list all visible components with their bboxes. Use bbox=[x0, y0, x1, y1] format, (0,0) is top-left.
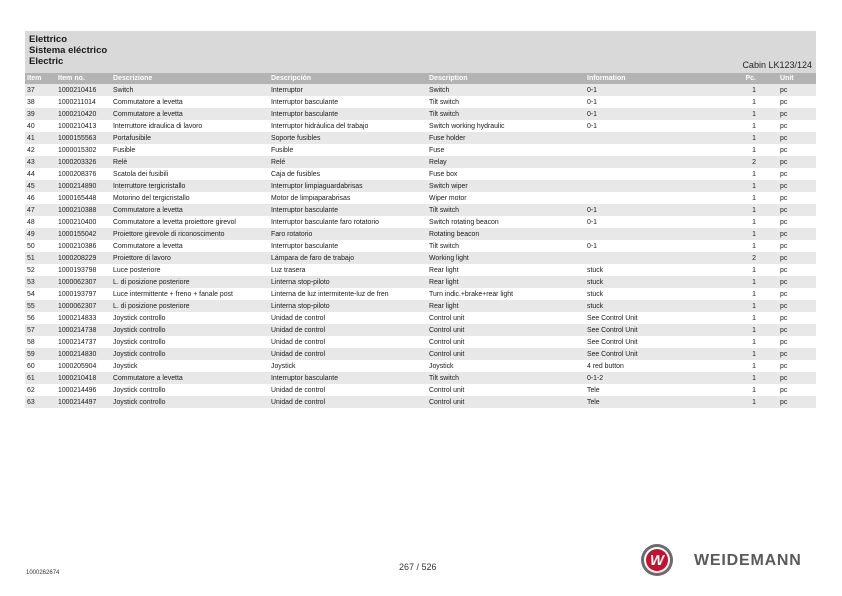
title-italian: Elettrico bbox=[29, 34, 68, 45]
title-english: Electric bbox=[29, 56, 64, 67]
item-cell: 62 bbox=[25, 384, 56, 396]
parts-table bbox=[25, 73, 816, 408]
information-cell: See Control Unit bbox=[585, 312, 735, 324]
description-cell: Switch working hydraulic bbox=[427, 120, 585, 132]
unit-cell: pc bbox=[778, 108, 816, 120]
description-cell: Control unit bbox=[427, 396, 585, 408]
information-cell: stuck bbox=[585, 264, 735, 276]
table-row bbox=[25, 120, 816, 132]
pc-cell: 1 bbox=[735, 216, 778, 228]
description-cell: Tilt switch bbox=[427, 96, 585, 108]
information-cell: stuck bbox=[585, 276, 735, 288]
description-cell: Turn indic.+brake+rear light bbox=[427, 288, 585, 300]
table-row bbox=[25, 384, 816, 396]
unit-cell: pc bbox=[778, 144, 816, 156]
unit-cell: pc bbox=[778, 204, 816, 216]
information-cell bbox=[585, 132, 735, 144]
descrizione-cell: Joystick controllo bbox=[111, 348, 269, 360]
descripcion-cell: Faro rotatorio bbox=[269, 228, 427, 240]
information-cell bbox=[585, 168, 735, 180]
information-cell: stuck bbox=[585, 288, 735, 300]
descripcion-cell: Interruptor basculante bbox=[269, 108, 427, 120]
pc-cell: 1 bbox=[735, 132, 778, 144]
unit-cell: pc bbox=[778, 216, 816, 228]
pc-cell: 1 bbox=[735, 288, 778, 300]
descripcion-cell: Interruptor bbox=[269, 84, 427, 96]
item-no-cell: 1000214890 bbox=[56, 180, 111, 192]
item-cell: 44 bbox=[25, 168, 56, 180]
descripcion-cell: Unidad de control bbox=[269, 384, 427, 396]
item-no-cell: 1000214830 bbox=[56, 348, 111, 360]
item-cell: 47 bbox=[25, 204, 56, 216]
table-row bbox=[25, 276, 816, 288]
item-no-cell: 1000205904 bbox=[56, 360, 111, 372]
pc-cell: 1 bbox=[735, 168, 778, 180]
descrizione-cell: Proiettore girevole di riconoscimento bbox=[111, 228, 269, 240]
information-cell: 4 red button bbox=[585, 360, 735, 372]
item-no-cell: 1000211014 bbox=[56, 96, 111, 108]
col-header-descripcion: Descripción bbox=[269, 73, 427, 84]
descrizione-cell: L. di posizione posteriore bbox=[111, 276, 269, 288]
descripcion-cell: Interruptor basculante bbox=[269, 372, 427, 384]
item-cell: 48 bbox=[25, 216, 56, 228]
information-cell bbox=[585, 180, 735, 192]
information-cell: 0-1 bbox=[585, 216, 735, 228]
descripcion-cell: Soporte fusibles bbox=[269, 132, 427, 144]
pc-cell: 1 bbox=[735, 276, 778, 288]
information-cell: 0-1 bbox=[585, 96, 735, 108]
descripcion-cell: Interruptor basculante bbox=[269, 240, 427, 252]
unit-cell: pc bbox=[778, 348, 816, 360]
unit-cell: pc bbox=[778, 120, 816, 132]
descrizione-cell: Fusible bbox=[111, 144, 269, 156]
description-cell: Tilt switch bbox=[427, 372, 585, 384]
descripcion-cell: Relé bbox=[269, 156, 427, 168]
item-no-cell: 1000155563 bbox=[56, 132, 111, 144]
col-header-item-no: Item no. bbox=[56, 73, 111, 84]
descrizione-cell: Proiettore di lavoro bbox=[111, 252, 269, 264]
descripcion-cell: Fusible bbox=[269, 144, 427, 156]
pc-cell: 2 bbox=[735, 156, 778, 168]
table-row bbox=[25, 252, 816, 264]
descrizione-cell: Switch bbox=[111, 84, 269, 96]
information-cell: 0-1 bbox=[585, 204, 735, 216]
descripcion-cell: Linterna de luz intermitente-luz de fren bbox=[269, 288, 427, 300]
unit-cell: pc bbox=[778, 396, 816, 408]
unit-cell: pc bbox=[778, 336, 816, 348]
item-cell: 42 bbox=[25, 144, 56, 156]
item-cell: 55 bbox=[25, 300, 56, 312]
item-cell: 45 bbox=[25, 180, 56, 192]
item-cell: 39 bbox=[25, 108, 56, 120]
descripcion-cell: Linterna stop-piloto bbox=[269, 276, 427, 288]
information-cell: 0-1 bbox=[585, 84, 735, 96]
pc-cell: 1 bbox=[735, 96, 778, 108]
descrizione-cell: Commutatore a levetta bbox=[111, 240, 269, 252]
item-no-cell: 1000015302 bbox=[56, 144, 111, 156]
descripcion-cell: Linterna stop-piloto bbox=[269, 300, 427, 312]
item-no-cell: 1000062307 bbox=[56, 276, 111, 288]
description-cell: Control unit bbox=[427, 384, 585, 396]
description-cell: Tilt switch bbox=[427, 240, 585, 252]
description-cell: Rear light bbox=[427, 300, 585, 312]
item-no-cell: 1000208376 bbox=[56, 168, 111, 180]
table-row bbox=[25, 192, 816, 204]
description-cell: Tilt switch bbox=[427, 204, 585, 216]
descripcion-cell: Interruptor basculante faro rotatorio bbox=[269, 216, 427, 228]
item-cell: 61 bbox=[25, 372, 56, 384]
information-cell: Tele bbox=[585, 384, 735, 396]
item-cell: 59 bbox=[25, 348, 56, 360]
pc-cell: 1 bbox=[735, 240, 778, 252]
pc-cell: 1 bbox=[735, 108, 778, 120]
item-cell: 49 bbox=[25, 228, 56, 240]
description-cell: Control unit bbox=[427, 312, 585, 324]
item-cell: 60 bbox=[25, 360, 56, 372]
item-cell: 41 bbox=[25, 132, 56, 144]
table-row bbox=[25, 240, 816, 252]
unit-cell: pc bbox=[778, 192, 816, 204]
description-cell: Switch rotating beacon bbox=[427, 216, 585, 228]
descripcion-cell: Motor de limpiaparabrisas bbox=[269, 192, 427, 204]
item-no-cell: 1000165448 bbox=[56, 192, 111, 204]
descrizione-cell: Luce intermittente + freno + fanale post bbox=[111, 288, 269, 300]
information-cell bbox=[585, 192, 735, 204]
information-cell bbox=[585, 252, 735, 264]
descripcion-cell: Unidad de control bbox=[269, 348, 427, 360]
descripcion-cell: Interruptor hidráulica del trabajo bbox=[269, 120, 427, 132]
unit-cell: pc bbox=[778, 312, 816, 324]
descripcion-cell: Unidad de control bbox=[269, 336, 427, 348]
col-header-item: Item bbox=[25, 73, 56, 84]
model-label: Cabin LK123/124 bbox=[742, 60, 812, 70]
item-cell: 50 bbox=[25, 240, 56, 252]
table-row bbox=[25, 84, 816, 96]
information-cell: See Control Unit bbox=[585, 336, 735, 348]
pc-cell: 1 bbox=[735, 312, 778, 324]
item-no-cell: 1000214833 bbox=[56, 312, 111, 324]
descrizione-cell: Interruttore tergicristallo bbox=[111, 180, 269, 192]
unit-cell: pc bbox=[778, 180, 816, 192]
pc-cell: 1 bbox=[735, 204, 778, 216]
descripcion-cell: Joystick bbox=[269, 360, 427, 372]
table-row bbox=[25, 228, 816, 240]
table-row bbox=[25, 324, 816, 336]
pc-cell: 1 bbox=[735, 84, 778, 96]
unit-cell: pc bbox=[778, 156, 816, 168]
title-spanish: Sistema eléctrico bbox=[29, 45, 108, 56]
unit-cell: pc bbox=[778, 288, 816, 300]
descrizione-cell: Portafusibile bbox=[111, 132, 269, 144]
item-no-cell: 1000210386 bbox=[56, 240, 111, 252]
descrizione-cell: Joystick bbox=[111, 360, 269, 372]
descripcion-cell: Lámpara de faro de trabajo bbox=[269, 252, 427, 264]
description-cell: Relay bbox=[427, 156, 585, 168]
table-body bbox=[25, 84, 816, 408]
table-row bbox=[25, 168, 816, 180]
pc-cell: 1 bbox=[735, 300, 778, 312]
pc-cell: 1 bbox=[735, 120, 778, 132]
description-cell: Tilt switch bbox=[427, 108, 585, 120]
table-row bbox=[25, 216, 816, 228]
description-cell: Fuse bbox=[427, 144, 585, 156]
pc-cell: 1 bbox=[735, 324, 778, 336]
unit-cell: pc bbox=[778, 252, 816, 264]
unit-cell: pc bbox=[778, 372, 816, 384]
descrizione-cell: Commutatore a levetta bbox=[111, 96, 269, 108]
item-no-cell: 1000193797 bbox=[56, 288, 111, 300]
table-row bbox=[25, 132, 816, 144]
table-row bbox=[25, 288, 816, 300]
descrizione-cell: Interruttore idraulica di lavoro bbox=[111, 120, 269, 132]
unit-cell: pc bbox=[778, 228, 816, 240]
descrizione-cell: Joystick controllo bbox=[111, 396, 269, 408]
descrizione-cell: Commutatore a levetta proiettore girevol bbox=[111, 216, 269, 228]
brand-name: WEIDEMANN bbox=[694, 552, 802, 569]
item-cell: 56 bbox=[25, 312, 56, 324]
unit-cell: pc bbox=[778, 96, 816, 108]
table-row bbox=[25, 396, 816, 408]
information-cell: 0-1 bbox=[585, 240, 735, 252]
item-no-cell: 1000062307 bbox=[56, 300, 111, 312]
information-cell: 0-1-2 bbox=[585, 372, 735, 384]
description-cell: Switch wiper bbox=[427, 180, 585, 192]
col-header-descrizione: Descrizione bbox=[111, 73, 269, 84]
pc-cell: 1 bbox=[735, 396, 778, 408]
item-no-cell: 1000210388 bbox=[56, 204, 111, 216]
table-row bbox=[25, 360, 816, 372]
item-no-cell: 1000210400 bbox=[56, 216, 111, 228]
table-row bbox=[25, 312, 816, 324]
information-cell: stuck bbox=[585, 300, 735, 312]
descripcion-cell: Unidad de control bbox=[269, 396, 427, 408]
descripcion-cell: Unidad de control bbox=[269, 324, 427, 336]
item-cell: 40 bbox=[25, 120, 56, 132]
item-no-cell: 1000214496 bbox=[56, 384, 111, 396]
page-number: 267 / 526 bbox=[399, 562, 437, 572]
description-cell: Joystick bbox=[427, 360, 585, 372]
item-no-cell: 1000208229 bbox=[56, 252, 111, 264]
table-row bbox=[25, 144, 816, 156]
table-row bbox=[25, 96, 816, 108]
descrizione-cell: L. di posizione posteriore bbox=[111, 300, 269, 312]
pc-cell: 1 bbox=[735, 348, 778, 360]
unit-cell: pc bbox=[778, 84, 816, 96]
table-row bbox=[25, 300, 816, 312]
descrizione-cell: Motorino del tergicristallo bbox=[111, 192, 269, 204]
item-cell: 46 bbox=[25, 192, 56, 204]
col-header-pc: Pc. bbox=[735, 73, 778, 84]
weidemann-logo-icon bbox=[640, 543, 674, 577]
descrizione-cell: Commutatore a levetta bbox=[111, 372, 269, 384]
item-no-cell: 1000214738 bbox=[56, 324, 111, 336]
information-cell: See Control Unit bbox=[585, 348, 735, 360]
pc-cell: 1 bbox=[735, 144, 778, 156]
pc-cell: 1 bbox=[735, 228, 778, 240]
pc-cell: 1 bbox=[735, 264, 778, 276]
item-no-cell: 1000210413 bbox=[56, 120, 111, 132]
description-cell: Switch bbox=[427, 84, 585, 96]
table-row bbox=[25, 156, 816, 168]
information-cell: 0-1 bbox=[585, 108, 735, 120]
descrizione-cell: Commutatore a levetta bbox=[111, 108, 269, 120]
item-cell: 43 bbox=[25, 156, 56, 168]
information-cell bbox=[585, 228, 735, 240]
description-cell: Control unit bbox=[427, 336, 585, 348]
pc-cell: 1 bbox=[735, 192, 778, 204]
descripcion-cell: Interruptor limpiaguardabrisas bbox=[269, 180, 427, 192]
item-cell: 58 bbox=[25, 336, 56, 348]
svg-text:W: W bbox=[649, 552, 665, 569]
description-cell: Control unit bbox=[427, 348, 585, 360]
descripcion-cell: Interruptor basculante bbox=[269, 204, 427, 216]
table-row bbox=[25, 348, 816, 360]
item-cell: 54 bbox=[25, 288, 56, 300]
description-cell: Control unit bbox=[427, 324, 585, 336]
descrizione-cell: Joystick controllo bbox=[111, 312, 269, 324]
description-cell: Fuse holder bbox=[427, 132, 585, 144]
page-header bbox=[25, 31, 816, 73]
information-cell: 0-1 bbox=[585, 120, 735, 132]
table-row bbox=[25, 108, 816, 120]
document-number: 1000262674 bbox=[26, 570, 60, 576]
unit-cell: pc bbox=[778, 300, 816, 312]
descrizione-cell: Commutatore a levetta bbox=[111, 204, 269, 216]
item-cell: 51 bbox=[25, 252, 56, 264]
table-header-row bbox=[25, 73, 816, 84]
table-row bbox=[25, 180, 816, 192]
information-cell: See Control Unit bbox=[585, 324, 735, 336]
pc-cell: 1 bbox=[735, 384, 778, 396]
descripcion-cell: Luz trasera bbox=[269, 264, 427, 276]
unit-cell: pc bbox=[778, 240, 816, 252]
table-row bbox=[25, 336, 816, 348]
descripcion-cell: Caja de fusibles bbox=[269, 168, 427, 180]
descrizione-cell: Joystick controllo bbox=[111, 336, 269, 348]
col-header-description: Description bbox=[427, 73, 585, 84]
table-row bbox=[25, 264, 816, 276]
item-no-cell: 1000155042 bbox=[56, 228, 111, 240]
pc-cell: 1 bbox=[735, 372, 778, 384]
pc-cell: 1 bbox=[735, 336, 778, 348]
descrizione-cell: Joystick controllo bbox=[111, 384, 269, 396]
unit-cell: pc bbox=[778, 168, 816, 180]
description-cell: Rear light bbox=[427, 264, 585, 276]
item-no-cell: 1000214497 bbox=[56, 396, 111, 408]
pc-cell: 2 bbox=[735, 252, 778, 264]
unit-cell: pc bbox=[778, 324, 816, 336]
pc-cell: 1 bbox=[735, 180, 778, 192]
descripcion-cell: Unidad de control bbox=[269, 312, 427, 324]
item-no-cell: 1000210416 bbox=[56, 84, 111, 96]
descrizione-cell: Relè bbox=[111, 156, 269, 168]
table-row bbox=[25, 372, 816, 384]
unit-cell: pc bbox=[778, 384, 816, 396]
descripcion-cell: Interruptor basculante bbox=[269, 96, 427, 108]
unit-cell: pc bbox=[778, 276, 816, 288]
unit-cell: pc bbox=[778, 360, 816, 372]
item-no-cell: 1000203326 bbox=[56, 156, 111, 168]
table-row bbox=[25, 204, 816, 216]
description-cell: Rear light bbox=[427, 276, 585, 288]
descrizione-cell: Luce posteriore bbox=[111, 264, 269, 276]
item-cell: 57 bbox=[25, 324, 56, 336]
item-no-cell: 1000210420 bbox=[56, 108, 111, 120]
unit-cell: pc bbox=[778, 264, 816, 276]
information-cell bbox=[585, 144, 735, 156]
item-cell: 53 bbox=[25, 276, 56, 288]
descrizione-cell: Joystick controllo bbox=[111, 324, 269, 336]
item-cell: 37 bbox=[25, 84, 56, 96]
description-cell: Rotating beacon bbox=[427, 228, 585, 240]
item-cell: 63 bbox=[25, 396, 56, 408]
unit-cell: pc bbox=[778, 132, 816, 144]
item-cell: 52 bbox=[25, 264, 56, 276]
item-no-cell: 1000210418 bbox=[56, 372, 111, 384]
col-header-information: Information bbox=[585, 73, 735, 84]
item-no-cell: 1000214737 bbox=[56, 336, 111, 348]
information-cell: Tele bbox=[585, 396, 735, 408]
col-header-unit: Unit bbox=[778, 73, 816, 84]
description-cell: Fuse box bbox=[427, 168, 585, 180]
description-cell: Wiper motor bbox=[427, 192, 585, 204]
item-no-cell: 1000193798 bbox=[56, 264, 111, 276]
item-cell: 38 bbox=[25, 96, 56, 108]
descrizione-cell: Scatola dei fusibili bbox=[111, 168, 269, 180]
information-cell bbox=[585, 156, 735, 168]
pc-cell: 1 bbox=[735, 360, 778, 372]
description-cell: Working light bbox=[427, 252, 585, 264]
